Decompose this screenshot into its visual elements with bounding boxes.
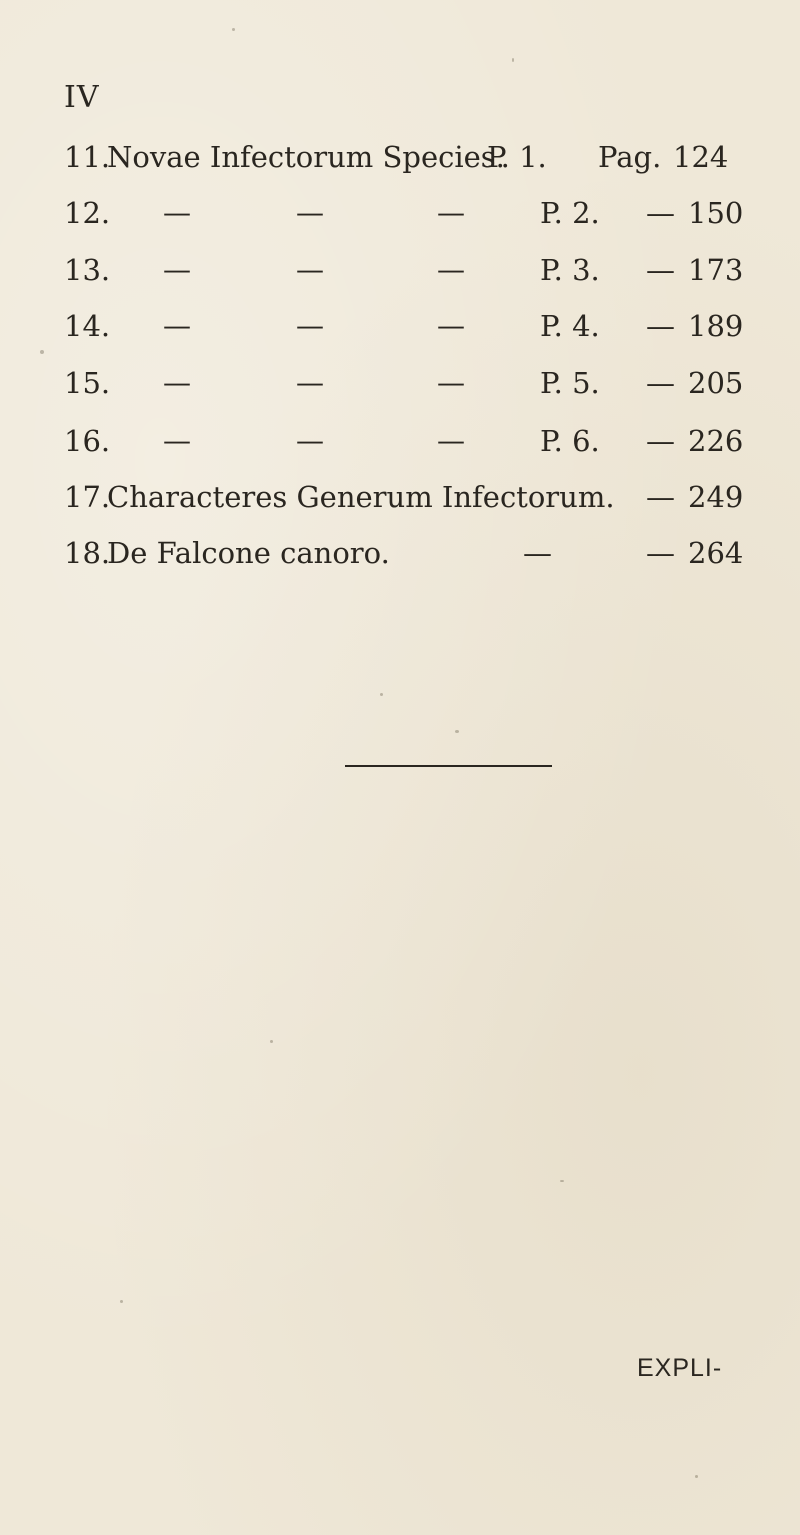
paper-speck [380,693,383,696]
entry-number: 11. [64,140,111,174]
ditto-dash: — [163,424,191,457]
paper-speck [512,58,514,62]
catchword: EXPLI- [637,1354,723,1382]
toc-entry [0,536,800,580]
paper-speck [232,28,235,31]
entry-pag-label: — [646,309,675,343]
entry-pag-label: — [646,424,675,458]
toc-entry [0,196,800,240]
ditto-dash: — [437,309,465,342]
entry-page: 205 [688,366,744,400]
page-number: IV [64,80,100,115]
ditto-dash: — [437,366,465,399]
entry-number: 12. [64,196,111,230]
entry-part: — [523,536,552,570]
entry-part: P. 2. [540,196,600,230]
entry-pag-label: Pag. [598,140,662,174]
toc-entry [0,253,800,297]
entry-number: 13. [64,253,111,287]
entry-page: 249 [688,480,744,514]
entry-pag-label: — [646,480,675,514]
paper-speck [40,350,44,354]
entry-page: 226 [688,424,744,458]
entry-pag-label: — [646,253,675,287]
paper-speck [270,1040,273,1043]
ditto-dash: — [296,196,324,229]
ditto-dash: — [437,253,465,286]
entry-title: De Falcone canoro. [107,536,390,570]
entry-number: 17. [64,480,111,514]
ditto-dash: — [437,424,465,457]
paper-speck [560,1180,564,1182]
toc-entry [0,366,800,410]
ditto-dash: — [296,309,324,342]
entry-page: 264 [688,536,744,570]
entry-part: P. 1. [487,140,547,174]
toc-entry [0,424,800,468]
entry-part: P. 5. [540,366,600,400]
ditto-dash: — [296,253,324,286]
ditto-dash: — [163,253,191,286]
ditto-dash: — [296,424,324,457]
entry-title: Characteres Generum Infectorum. [107,480,615,514]
ditto-dash: — [163,366,191,399]
entry-pag-label: — [646,536,675,570]
paper-speck [455,730,459,733]
ditto-dash: — [163,309,191,342]
entry-part: P. 3. [540,253,600,287]
entry-pag-label: — [646,196,675,230]
entry-page: 124 [673,140,729,174]
toc-entry [0,480,800,524]
entry-pag-label: — [646,366,675,400]
entry-part: P. 4. [540,309,600,343]
entry-number: 18. [64,536,111,570]
entry-page: 173 [688,253,744,287]
toc-entry [0,140,800,184]
section-rule [345,765,552,767]
entry-number: 14. [64,309,111,343]
ditto-dash: — [163,196,191,229]
entry-page: 189 [688,309,744,343]
paper-speck [695,1475,698,1478]
entry-page: 150 [688,196,744,230]
entry-number: 15. [64,366,111,400]
entry-number: 16. [64,424,111,458]
toc-entry [0,309,800,353]
ditto-dash: — [296,366,324,399]
entry-part: P. 6. [540,424,600,458]
paper-speck [120,1300,123,1303]
ditto-dash: — [437,196,465,229]
entry-title: Novae Infectorum Species. [107,140,505,174]
